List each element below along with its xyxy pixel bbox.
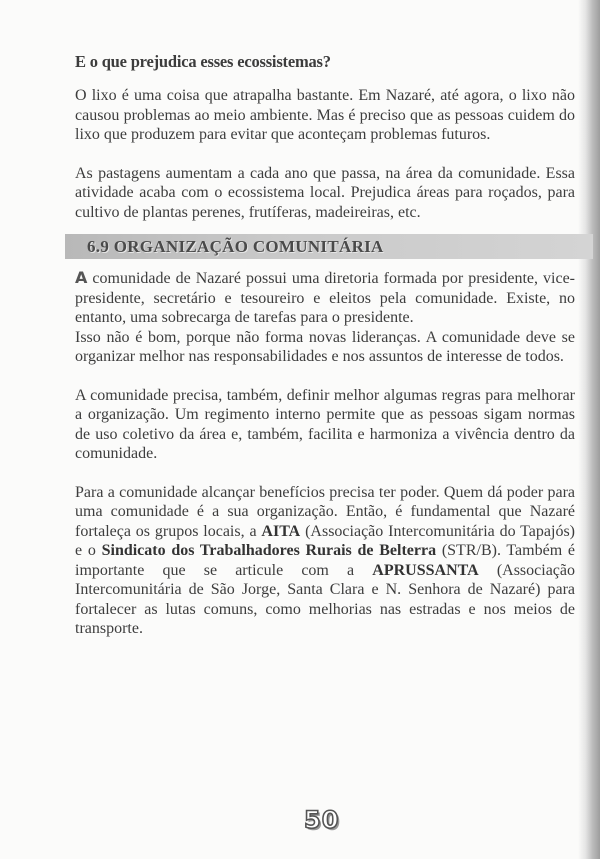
text-run: (Associação Intercomunitária de São Jorge, Santa Clara e N. Senhora de Nazaré) para fortalecer as lutas comuns, como melhorias nas estradas e nos meios de transporte. (75, 561, 576, 637)
paragraph-regimento: A comunidade precisa, também, definir melhor algumas regras para melhorar a organização. Um regimento interno permite que as pessoas sigam normas de uso coletivo da área e, também, facilita e harmoniza a vivência dentro da comunidade. (75, 386, 575, 462)
section-title: 6.9 ORGANIZAÇÃO COMUNITÁRIA (87, 237, 384, 256)
paragraph-poder (75, 483, 575, 639)
text-run: Para a comunidade alcançar benefícios precisa ter poder. Quem dá poder para uma comunidade é a sua organização. Então, é fundamental que Nazaré fortaleça os grupos locais, a (75, 483, 575, 540)
question-heading: E o que prejudica esses ecossistemas? (75, 52, 331, 71)
drop-cap: A (75, 268, 88, 287)
paragraph-diretoria-text: comunidade de Nazaré possui uma diretoria formada por presidente, vice-presidente, secretário e tesoureiro e eleitos pela comunidade. Existe, no entanto, uma sobrecarga de tarefas para o presidente. (75, 270, 575, 326)
paragraph-liderancas: Isso não é bom, porque não forma novas lideranças. A comunidade deve se organizar melhor nas responsabilidades e nos assuntos de interesse de todos. (75, 328, 575, 365)
text-run: (STR/B). Também é importante que se articule com a (75, 542, 575, 579)
page-number: 50 (304, 806, 340, 834)
page-binding-shadow (578, 0, 600, 859)
section-header-bar (65, 234, 593, 259)
page-content (75, 52, 575, 658)
text-run: (Associação Intercomunitária do Tapajós) e o (75, 522, 576, 559)
paragraph-diretoria (75, 268, 575, 328)
org-aita: AITA (261, 522, 301, 540)
org-sindicato: Sindicato dos Trabalhadores Rurais de Belterra (101, 542, 437, 559)
paragraph-lixo: O lixo é uma coisa que atrapalha bastante. Em Nazaré, até agora, o lixo não causou problemas ao meio ambiente. Mas é preciso que as pessoas cuidem do lixo que produzem para evitar que aconteçam problemas futuros. (75, 87, 575, 143)
org-aprussanta: APRUSSANTA (372, 561, 479, 579)
paragraph-pastagens: As pastagens aumentam a cada ano que passa, na área da comunidade. Essa atividade acaba com o ecossistema local. Prejudica áreas para roçados, para cultivo de plantas perenes, frutíferas, madeireiras, etc. (75, 164, 575, 221)
